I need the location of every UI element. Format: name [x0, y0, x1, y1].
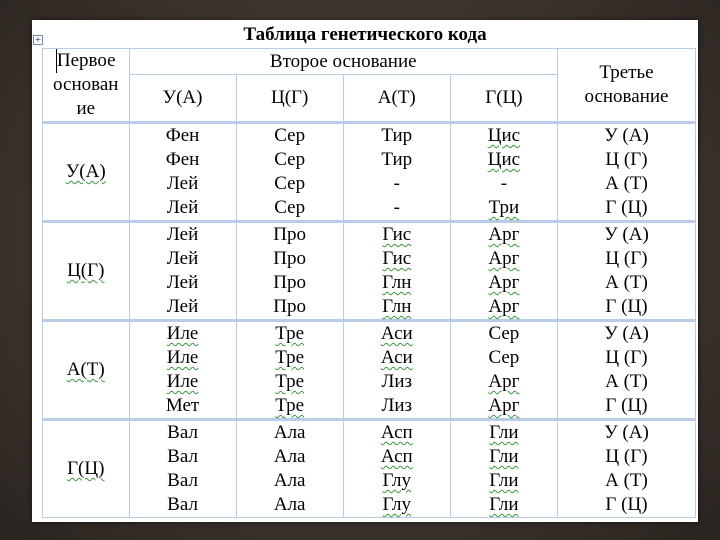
amino-acid-label: - [393, 173, 400, 194]
first-base-header [43, 49, 130, 123]
first-base-header-line-3: ие [76, 98, 96, 119]
amino-acid-label: Сер [488, 323, 520, 344]
amino-acid-label: Ала [273, 446, 306, 467]
amino-acid-label: Глн [382, 296, 412, 317]
amino-acid-label: Аси [380, 347, 413, 368]
amino-acid-label: Гис [382, 224, 412, 245]
amino-acid-cell [129, 420, 236, 518]
third-base-label: А (Т) [605, 272, 648, 293]
third-base-label: Г (Ц) [605, 395, 648, 416]
amino-acid-label: Глу [382, 470, 412, 491]
second-base-col-c: Ц(Г) [236, 75, 343, 123]
document-page [32, 20, 698, 522]
amino-acid-cell [343, 321, 450, 420]
amino-acid-label: Вал [167, 470, 198, 491]
amino-acid-label: Лей [166, 224, 199, 245]
amino-acid-label: Арг [488, 272, 520, 293]
codon-group-row [43, 321, 696, 420]
first-base-header-line-2: основан [53, 74, 119, 95]
amino-acid-label: Иле [166, 323, 199, 344]
amino-acid-label: Про [273, 272, 307, 293]
first-base-cell [43, 321, 130, 420]
amino-acid-label: Арг [488, 395, 520, 416]
third-base-label: А (Т) [605, 470, 648, 491]
amino-acid-label: Гли [489, 422, 519, 443]
amino-acid-label: Арг [488, 224, 520, 245]
third-base-label: Г (Ц) [605, 494, 648, 515]
amino-acid-cell [450, 420, 557, 518]
amino-acid-label: - [393, 197, 400, 218]
third-base-header [557, 49, 695, 123]
amino-acid-label: Арг [488, 371, 520, 392]
amino-acid-label: Арг [488, 248, 520, 269]
amino-acid-label: Ала [273, 494, 306, 515]
third-base-label: Ц (Г) [605, 248, 648, 269]
amino-acid-cell [343, 123, 450, 222]
amino-acid-cell [129, 222, 236, 321]
amino-acid-label: Асп [380, 446, 413, 467]
amino-acid-label: Мет [165, 395, 200, 416]
amino-acid-cell [129, 321, 236, 420]
second-base-header: Второе основание [129, 49, 557, 75]
third-base-label: У (А) [604, 224, 649, 245]
amino-acid-label: Тре [275, 323, 305, 344]
amino-acid-label: Глн [382, 272, 412, 293]
amino-acid-label: Асп [380, 422, 413, 443]
amino-acid-label: Цис [487, 149, 521, 170]
amino-acid-cell [343, 222, 450, 321]
codon-group-row [43, 123, 696, 222]
amino-acid-label: Сер [274, 125, 306, 146]
table-title: Таблица генетического кода [243, 24, 487, 45]
amino-acid-cell [236, 420, 343, 518]
amino-acid-label: Вал [167, 446, 198, 467]
amino-acid-label: Глу [382, 494, 412, 515]
third-base-label: А (Т) [605, 173, 648, 194]
amino-acid-label: Тре [275, 347, 305, 368]
third-base-label: Ц (Г) [605, 347, 648, 368]
third-base-header-line-2: основание [584, 86, 669, 107]
first-base-label: Ц(Г) [67, 260, 105, 281]
amino-acid-label: Лиз [381, 371, 413, 392]
codon-group-row [43, 420, 696, 518]
amino-acid-cell [450, 321, 557, 420]
third-base-header-line-1: Третье [599, 62, 654, 83]
amino-acid-label: Лей [166, 296, 199, 317]
amino-acid-label: Гли [489, 446, 519, 467]
amino-acid-label: Фен [165, 125, 200, 146]
third-base-label: У (А) [604, 125, 649, 146]
amino-acid-label: Гли [489, 494, 519, 515]
genetic-code-table [42, 48, 696, 518]
amino-acid-label: Аси [380, 323, 413, 344]
first-base-label: А(Т) [66, 359, 105, 380]
third-base-cell [557, 420, 695, 518]
move-handle-icon[interactable]: + [34, 35, 42, 44]
third-base-label: А (Т) [605, 371, 648, 392]
amino-acid-cell [129, 123, 236, 222]
amino-acid-label: Арг [488, 296, 520, 317]
first-base-label: У(А) [65, 161, 106, 182]
first-base-header-line-1: Первое [56, 50, 116, 71]
amino-acid-cell [450, 222, 557, 321]
third-base-label: Ц (Г) [605, 446, 648, 467]
first-base-label: Г(Ц) [67, 458, 105, 479]
amino-acid-label: Ала [273, 470, 306, 491]
third-base-label: У (А) [604, 422, 649, 443]
amino-acid-label: Вал [167, 422, 198, 443]
amino-acid-label: Фен [165, 149, 200, 170]
amino-acid-label: Тре [275, 395, 305, 416]
amino-acid-label: Сер [274, 197, 306, 218]
amino-acid-cell [236, 222, 343, 321]
amino-acid-label: Сер [488, 347, 520, 368]
amino-acid-label: Гли [489, 470, 519, 491]
amino-acid-cell [450, 123, 557, 222]
second-base-col-u: У(А) [129, 75, 236, 123]
amino-acid-label: Вал [167, 494, 198, 515]
amino-acid-label: Про [273, 248, 307, 269]
amino-acid-label: Гис [382, 248, 412, 269]
amino-acid-label: Ала [273, 422, 306, 443]
amino-acid-label: Тир [381, 149, 413, 170]
second-base-col-g: Г(Ц) [450, 75, 557, 123]
amino-acid-cell [343, 420, 450, 518]
amino-acid-label: Сер [274, 149, 306, 170]
third-base-label: У (А) [604, 323, 649, 344]
codon-group-row [43, 222, 696, 321]
amino-acid-label: Про [273, 224, 307, 245]
amino-acid-label: Иле [166, 347, 199, 368]
first-base-cell [43, 222, 130, 321]
amino-acid-label: Про [273, 296, 307, 317]
third-base-label: Ц (Г) [605, 149, 648, 170]
amino-acid-label: Лей [166, 173, 199, 194]
third-base-label: Г (Ц) [605, 197, 648, 218]
amino-acid-label: Цис [487, 125, 521, 146]
amino-acid-label: Лей [166, 248, 199, 269]
amino-acid-label: Иле [166, 371, 199, 392]
amino-acid-label: Тир [381, 125, 413, 146]
first-base-cell [43, 420, 130, 518]
amino-acid-cell [236, 321, 343, 420]
third-base-label: Г (Ц) [605, 296, 648, 317]
second-base-col-a: А(Т) [343, 75, 450, 123]
amino-acid-cell [236, 123, 343, 222]
amino-acid-label: Тре [275, 371, 305, 392]
amino-acid-label: Три [488, 197, 520, 218]
third-base-cell [557, 222, 695, 321]
amino-acid-label: - [500, 173, 508, 194]
third-base-cell [557, 123, 695, 222]
amino-acid-label: Лей [166, 272, 199, 293]
amino-acid-label: Лей [166, 197, 199, 218]
third-base-cell [557, 321, 695, 420]
amino-acid-label: Лиз [381, 395, 413, 416]
header-row [43, 49, 696, 75]
first-base-cell [43, 123, 130, 222]
amino-acid-label: Сер [274, 173, 306, 194]
